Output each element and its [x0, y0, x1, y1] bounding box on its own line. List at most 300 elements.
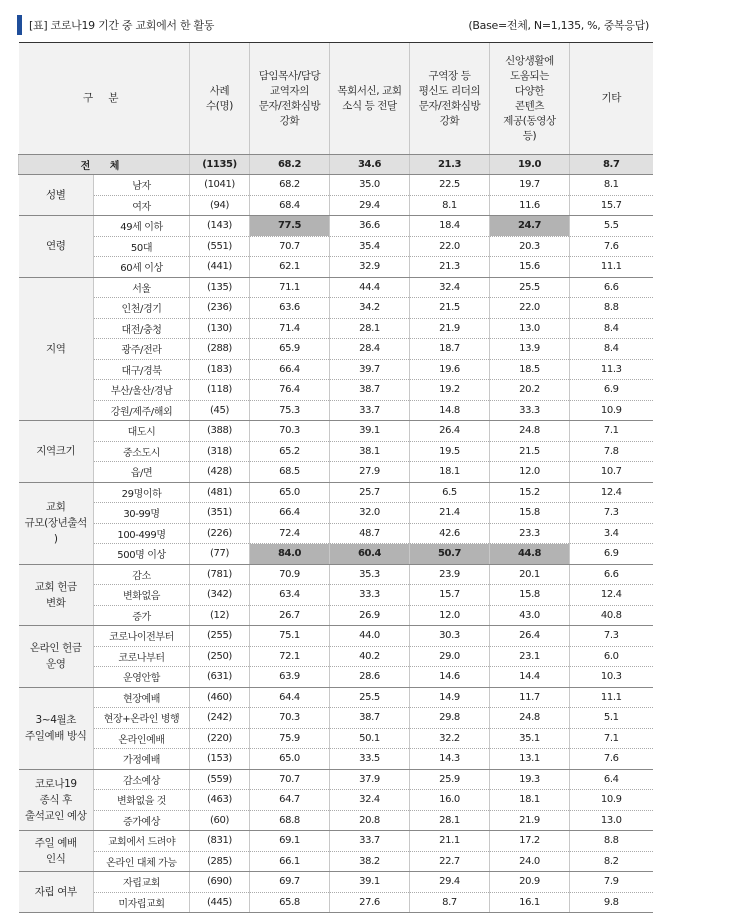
- table-row: [19, 421, 653, 442]
- value-cell-1: 66.1: [250, 851, 330, 872]
- value-cell-2: 38.7: [330, 380, 410, 401]
- sample-size-cell: (236): [190, 298, 250, 319]
- total-value-1: 68.2: [250, 155, 330, 175]
- value-cell-2: 27.6: [330, 892, 410, 913]
- total-value-4: 19.0: [490, 155, 570, 175]
- sample-size-cell: (781): [190, 564, 250, 585]
- total-value-2: 34.6: [330, 155, 410, 175]
- sample-size-cell: (318): [190, 441, 250, 462]
- value-cell-2: 40.2: [330, 646, 410, 667]
- value-cell-4: 19.7: [490, 175, 570, 196]
- value-cell-2: 29.4: [330, 195, 410, 216]
- row-label: 대구/경북: [94, 359, 190, 380]
- value-cell-5: 7.9: [570, 872, 653, 893]
- sample-size-cell: (288): [190, 339, 250, 360]
- table-title: [표] 코로나19 기간 중 교회에서 한 활동: [29, 19, 215, 32]
- value-cell-1: 71.4: [250, 318, 330, 339]
- value-cell-2: 32.0: [330, 503, 410, 524]
- group-label: [19, 626, 94, 688]
- value-cell-1: 75.9: [250, 728, 330, 749]
- group-label: [19, 769, 94, 831]
- value-cell-3: 28.1: [410, 810, 490, 831]
- header-col-5: [570, 43, 653, 155]
- header-col-2: [330, 43, 410, 155]
- table-row: [19, 175, 653, 196]
- sample-size-cell: (226): [190, 523, 250, 544]
- row-label: 서울: [94, 277, 190, 298]
- row-label: 대도시: [94, 421, 190, 442]
- value-cell-5: 7.1: [570, 421, 653, 442]
- sample-size-cell: (45): [190, 400, 250, 421]
- value-cell-5: 7.6: [570, 236, 653, 257]
- value-cell-4: 22.0: [490, 298, 570, 319]
- value-cell-4: 16.1: [490, 892, 570, 913]
- sample-size-cell: (481): [190, 482, 250, 503]
- row-label: 100-499명: [94, 523, 190, 544]
- row-label: 부산/울산/경남: [94, 380, 190, 401]
- total-sample-size: (1135): [190, 155, 250, 175]
- value-cell-3: 21.4: [410, 503, 490, 524]
- value-cell-3: 29.0: [410, 646, 490, 667]
- group-label-text: 지역: [46, 342, 66, 355]
- row-label: 증가: [94, 605, 190, 626]
- row-label: 감소예상: [94, 769, 190, 790]
- group-label: [19, 482, 94, 564]
- sample-size-cell: (463): [190, 790, 250, 811]
- value-cell-3: 22.7: [410, 851, 490, 872]
- row-label: 가정예배: [94, 749, 190, 770]
- value-cell-4: 20.9: [490, 872, 570, 893]
- value-cell-3: 21.3: [410, 257, 490, 278]
- header-sample-size: [190, 43, 250, 155]
- value-cell-1: 76.4: [250, 380, 330, 401]
- value-cell-5: 7.8: [570, 441, 653, 462]
- value-cell-2: 44.0: [330, 626, 410, 647]
- value-cell-4: 24.0: [490, 851, 570, 872]
- value-cell-4: 24.8: [490, 421, 570, 442]
- table-row: [19, 769, 653, 790]
- table-row: [19, 339, 653, 360]
- value-cell-3: 32.4: [410, 277, 490, 298]
- row-label: 온라인 대체 가능: [94, 851, 190, 872]
- value-cell-2: 20.8: [330, 810, 410, 831]
- row-label: 운영안함: [94, 667, 190, 688]
- value-cell-3: 16.0: [410, 790, 490, 811]
- group-label: [19, 687, 94, 769]
- value-cell-4: 20.3: [490, 236, 570, 257]
- row-label: 대전/충청: [94, 318, 190, 339]
- value-cell-4: 18.5: [490, 359, 570, 380]
- header-col-2-label: 목회서신, 교회 소식 등 전달: [337, 84, 402, 112]
- table-row: [19, 462, 653, 483]
- group-label-text: 코로나19 종식 후 출석교인 예상: [25, 777, 87, 822]
- value-cell-4: 24.7: [490, 216, 570, 237]
- value-cell-2: 32.9: [330, 257, 410, 278]
- value-cell-4: 25.5: [490, 277, 570, 298]
- sample-size-cell: (690): [190, 872, 250, 893]
- group-label-text: 지역크기: [36, 445, 76, 458]
- row-label: 교회에서 드려야: [94, 831, 190, 852]
- row-label: 변화없을 것: [94, 790, 190, 811]
- value-cell-1: 75.1: [250, 626, 330, 647]
- total-value-3: 21.3: [410, 155, 490, 175]
- value-cell-2: 38.1: [330, 441, 410, 462]
- value-cell-5: 3.4: [570, 523, 653, 544]
- value-cell-1: 64.7: [250, 790, 330, 811]
- table-row: [19, 872, 653, 893]
- value-cell-5: 11.1: [570, 257, 653, 278]
- value-cell-3: 29.8: [410, 708, 490, 729]
- sample-size-cell: (94): [190, 195, 250, 216]
- value-cell-2: 39.7: [330, 359, 410, 380]
- group-label: [19, 216, 94, 278]
- table-row: [19, 441, 653, 462]
- value-cell-5: 13.0: [570, 810, 653, 831]
- sample-size-cell: (118): [190, 380, 250, 401]
- value-cell-2: 36.6: [330, 216, 410, 237]
- sample-size-cell: (445): [190, 892, 250, 913]
- group-label: [19, 421, 94, 483]
- value-cell-3: 14.3: [410, 749, 490, 770]
- table-row: [19, 646, 653, 667]
- row-label: 29명이하: [94, 482, 190, 503]
- table-row: [19, 257, 653, 278]
- value-cell-5: 8.8: [570, 831, 653, 852]
- value-cell-3: 25.9: [410, 769, 490, 790]
- row-label: 남자: [94, 175, 190, 196]
- value-cell-4: 11.7: [490, 687, 570, 708]
- sample-size-cell: (130): [190, 318, 250, 339]
- table-row: [19, 277, 653, 298]
- sample-size-cell: (1041): [190, 175, 250, 196]
- value-cell-2: 38.2: [330, 851, 410, 872]
- value-cell-5: 10.3: [570, 667, 653, 688]
- value-cell-4: 44.8: [490, 544, 570, 565]
- value-cell-4: 20.1: [490, 564, 570, 585]
- title-bar: [17, 14, 651, 36]
- value-cell-5: 10.9: [570, 400, 653, 421]
- value-cell-1: 65.9: [250, 339, 330, 360]
- value-cell-1: 70.9: [250, 564, 330, 585]
- value-cell-5: 6.6: [570, 277, 653, 298]
- value-cell-2: 28.4: [330, 339, 410, 360]
- header-sample-size-label: 사례 수(명): [206, 84, 233, 112]
- sample-size-cell: (342): [190, 585, 250, 606]
- value-cell-2: 27.9: [330, 462, 410, 483]
- table-row: [19, 503, 653, 524]
- value-cell-2: 38.7: [330, 708, 410, 729]
- value-cell-3: 19.2: [410, 380, 490, 401]
- value-cell-2: 32.4: [330, 790, 410, 811]
- row-label: 코로나이전부터: [94, 626, 190, 647]
- value-cell-1: 65.0: [250, 749, 330, 770]
- value-cell-4: 26.4: [490, 626, 570, 647]
- table-row: [19, 687, 653, 708]
- value-cell-3: 22.0: [410, 236, 490, 257]
- sample-size-cell: (255): [190, 626, 250, 647]
- value-cell-1: 69.1: [250, 831, 330, 852]
- value-cell-4: 13.0: [490, 318, 570, 339]
- value-cell-5: 7.6: [570, 749, 653, 770]
- group-label-text: 3~4월초 주일예배 방식: [25, 714, 87, 742]
- group-label-text: 자립 여부: [34, 886, 77, 898]
- value-cell-2: 28.6: [330, 667, 410, 688]
- value-cell-4: 20.2: [490, 380, 570, 401]
- table-row: [19, 708, 653, 729]
- row-label: 49세 이하: [94, 216, 190, 237]
- table-row: [19, 605, 653, 626]
- value-cell-5: 8.8: [570, 298, 653, 319]
- table-row: [19, 564, 653, 585]
- value-cell-4: 24.8: [490, 708, 570, 729]
- row-label: 감소: [94, 564, 190, 585]
- value-cell-5: 10.9: [570, 790, 653, 811]
- value-cell-5: 8.2: [570, 851, 653, 872]
- value-cell-1: 68.5: [250, 462, 330, 483]
- value-cell-4: 13.9: [490, 339, 570, 360]
- value-cell-1: 70.3: [250, 708, 330, 729]
- row-label: 읍/면: [94, 462, 190, 483]
- value-cell-2: 50.1: [330, 728, 410, 749]
- value-cell-1: 68.8: [250, 810, 330, 831]
- value-cell-5: 6.4: [570, 769, 653, 790]
- table-header: [19, 43, 653, 155]
- header-col-1-label: 담임목사/담당 교역자의 문자/전화심방 강화: [258, 69, 321, 127]
- value-cell-1: 68.2: [250, 175, 330, 196]
- value-cell-1: 65.0: [250, 482, 330, 503]
- group-label: [19, 175, 94, 216]
- table-row: [19, 216, 653, 237]
- value-cell-4: 17.2: [490, 831, 570, 852]
- row-label: 중소도시: [94, 441, 190, 462]
- value-cell-1: 62.1: [250, 257, 330, 278]
- group-label: [19, 564, 94, 626]
- table-row: [19, 544, 653, 565]
- value-cell-2: 33.5: [330, 749, 410, 770]
- value-cell-2: 25.7: [330, 482, 410, 503]
- value-cell-3: 19.6: [410, 359, 490, 380]
- value-cell-3: 21.9: [410, 318, 490, 339]
- value-cell-3: 8.1: [410, 195, 490, 216]
- table-row: [19, 667, 653, 688]
- value-cell-3: 12.0: [410, 605, 490, 626]
- row-label: 30-99명: [94, 503, 190, 524]
- value-cell-3: 23.9: [410, 564, 490, 585]
- value-cell-2: 33.3: [330, 585, 410, 606]
- value-cell-1: 65.2: [250, 441, 330, 462]
- value-cell-4: 11.6: [490, 195, 570, 216]
- value-cell-2: 35.3: [330, 564, 410, 585]
- header-col-3-label: 구역장 등 평신도 리더의 문자/전화심방 강화: [418, 69, 481, 127]
- value-cell-5: 9.8: [570, 892, 653, 913]
- value-cell-4: 23.3: [490, 523, 570, 544]
- title-accent-bar: [17, 15, 22, 35]
- sample-size-cell: (285): [190, 851, 250, 872]
- table-row: [19, 892, 653, 913]
- value-cell-2: 35.4: [330, 236, 410, 257]
- value-cell-4: 23.1: [490, 646, 570, 667]
- value-cell-1: 84.0: [250, 544, 330, 565]
- sample-size-cell: (460): [190, 687, 250, 708]
- table-row: [19, 298, 653, 319]
- value-cell-4: 35.1: [490, 728, 570, 749]
- value-cell-1: 77.5: [250, 216, 330, 237]
- value-cell-5: 40.8: [570, 605, 653, 626]
- value-cell-5: 7.3: [570, 503, 653, 524]
- sample-size-cell: (551): [190, 236, 250, 257]
- value-cell-3: 6.5: [410, 482, 490, 503]
- value-cell-4: 12.0: [490, 462, 570, 483]
- row-label: 현장예배: [94, 687, 190, 708]
- sample-size-cell: (143): [190, 216, 250, 237]
- row-label: 코로나부터: [94, 646, 190, 667]
- sample-size-cell: (831): [190, 831, 250, 852]
- value-cell-1: 63.4: [250, 585, 330, 606]
- sample-size-cell: (60): [190, 810, 250, 831]
- table-row: [19, 380, 653, 401]
- value-cell-5: 8.4: [570, 318, 653, 339]
- sample-size-cell: (631): [190, 667, 250, 688]
- value-cell-2: 34.2: [330, 298, 410, 319]
- row-label: 증가예상: [94, 810, 190, 831]
- value-cell-1: 26.7: [250, 605, 330, 626]
- sample-size-cell: (77): [190, 544, 250, 565]
- value-cell-5: 11.3: [570, 359, 653, 380]
- row-label: 미자립교회: [94, 892, 190, 913]
- value-cell-4: 15.8: [490, 503, 570, 524]
- table-row: [19, 790, 653, 811]
- value-cell-1: 72.1: [250, 646, 330, 667]
- table-row: [19, 236, 653, 257]
- row-label: 60세 이상: [94, 257, 190, 278]
- value-cell-5: 6.9: [570, 544, 653, 565]
- value-cell-2: 33.7: [330, 831, 410, 852]
- value-cell-3: 21.5: [410, 298, 490, 319]
- base-note: (Base=전체, N=1,135, %, 중복응답): [468, 19, 649, 32]
- table-row: [19, 851, 653, 872]
- row-label: 인천/경기: [94, 298, 190, 319]
- value-cell-2: 44.4: [330, 277, 410, 298]
- value-cell-3: 29.4: [410, 872, 490, 893]
- value-cell-2: 35.0: [330, 175, 410, 196]
- table-row: [19, 195, 653, 216]
- value-cell-3: 42.6: [410, 523, 490, 544]
- value-cell-3: 18.7: [410, 339, 490, 360]
- value-cell-3: 8.7: [410, 892, 490, 913]
- group-label-text: 연령: [46, 240, 66, 253]
- row-label: 강원/제주/해외: [94, 400, 190, 421]
- value-cell-3: 15.7: [410, 585, 490, 606]
- value-cell-5: 8.1: [570, 175, 653, 196]
- total-label: 전 체: [19, 155, 190, 175]
- value-cell-2: 60.4: [330, 544, 410, 565]
- row-label: 50대: [94, 236, 190, 257]
- sample-size-cell: (441): [190, 257, 250, 278]
- value-cell-1: 70.7: [250, 769, 330, 790]
- value-cell-5: 6.0: [570, 646, 653, 667]
- sample-size-cell: (351): [190, 503, 250, 524]
- row-label: 현장+온라인 병행: [94, 708, 190, 729]
- value-cell-1: 63.6: [250, 298, 330, 319]
- header-col-4: [490, 43, 570, 155]
- value-cell-4: 15.6: [490, 257, 570, 278]
- value-cell-3: 30.3: [410, 626, 490, 647]
- value-cell-1: 75.3: [250, 400, 330, 421]
- value-cell-3: 18.1: [410, 462, 490, 483]
- group-label-text: 교회 헌금 변화: [34, 580, 77, 609]
- row-label: 500명 이상: [94, 544, 190, 565]
- value-cell-2: 33.7: [330, 400, 410, 421]
- value-cell-1: 66.4: [250, 359, 330, 380]
- total-value-5: 8.7: [570, 155, 653, 175]
- value-cell-3: 21.1: [410, 831, 490, 852]
- value-cell-5: 12.4: [570, 482, 653, 503]
- value-cell-2: 28.1: [330, 318, 410, 339]
- value-cell-4: 21.5: [490, 441, 570, 462]
- value-cell-5: 12.4: [570, 585, 653, 606]
- group-label: [19, 831, 94, 872]
- value-cell-2: 26.9: [330, 605, 410, 626]
- value-cell-5: 10.7: [570, 462, 653, 483]
- header-col-1: [250, 43, 330, 155]
- value-cell-4: 14.4: [490, 667, 570, 688]
- group-label-text: 주일 예배 인식: [34, 837, 77, 865]
- value-cell-1: 66.4: [250, 503, 330, 524]
- table-row: [19, 318, 653, 339]
- group-label: [19, 277, 94, 421]
- sample-size-cell: (242): [190, 708, 250, 729]
- value-cell-2: 39.1: [330, 421, 410, 442]
- value-cell-3: 14.8: [410, 400, 490, 421]
- value-cell-1: 68.4: [250, 195, 330, 216]
- value-cell-4: 21.9: [490, 810, 570, 831]
- value-cell-5: 15.7: [570, 195, 653, 216]
- sample-size-cell: (250): [190, 646, 250, 667]
- value-cell-5: 8.4: [570, 339, 653, 360]
- table-body: [19, 155, 653, 913]
- value-cell-1: 72.4: [250, 523, 330, 544]
- row-label: 변화없음: [94, 585, 190, 606]
- sample-size-cell: (220): [190, 728, 250, 749]
- value-cell-3: 19.5: [410, 441, 490, 462]
- value-cell-5: 6.9: [570, 380, 653, 401]
- sample-size-cell: (428): [190, 462, 250, 483]
- header-gubun: 구 분: [19, 43, 190, 155]
- value-cell-3: 18.4: [410, 216, 490, 237]
- table-row: [19, 400, 653, 421]
- table-row: [19, 523, 653, 544]
- value-cell-2: 25.5: [330, 687, 410, 708]
- value-cell-5: 7.3: [570, 626, 653, 647]
- value-cell-1: 70.3: [250, 421, 330, 442]
- survey-table: [18, 42, 653, 913]
- header-col-5-label: 기타: [601, 92, 621, 104]
- value-cell-4: 13.1: [490, 749, 570, 770]
- value-cell-2: 37.9: [330, 769, 410, 790]
- value-cell-3: 32.2: [410, 728, 490, 749]
- sample-size-cell: (153): [190, 749, 250, 770]
- value-cell-5: 11.1: [570, 687, 653, 708]
- table-row: [19, 749, 653, 770]
- value-cell-3: 14.9: [410, 687, 490, 708]
- sample-size-cell: (183): [190, 359, 250, 380]
- sample-size-cell: (135): [190, 277, 250, 298]
- sample-size-cell: (559): [190, 769, 250, 790]
- header-col-3: [410, 43, 490, 155]
- value-cell-2: 48.7: [330, 523, 410, 544]
- value-cell-1: 69.7: [250, 872, 330, 893]
- value-cell-3: 14.6: [410, 667, 490, 688]
